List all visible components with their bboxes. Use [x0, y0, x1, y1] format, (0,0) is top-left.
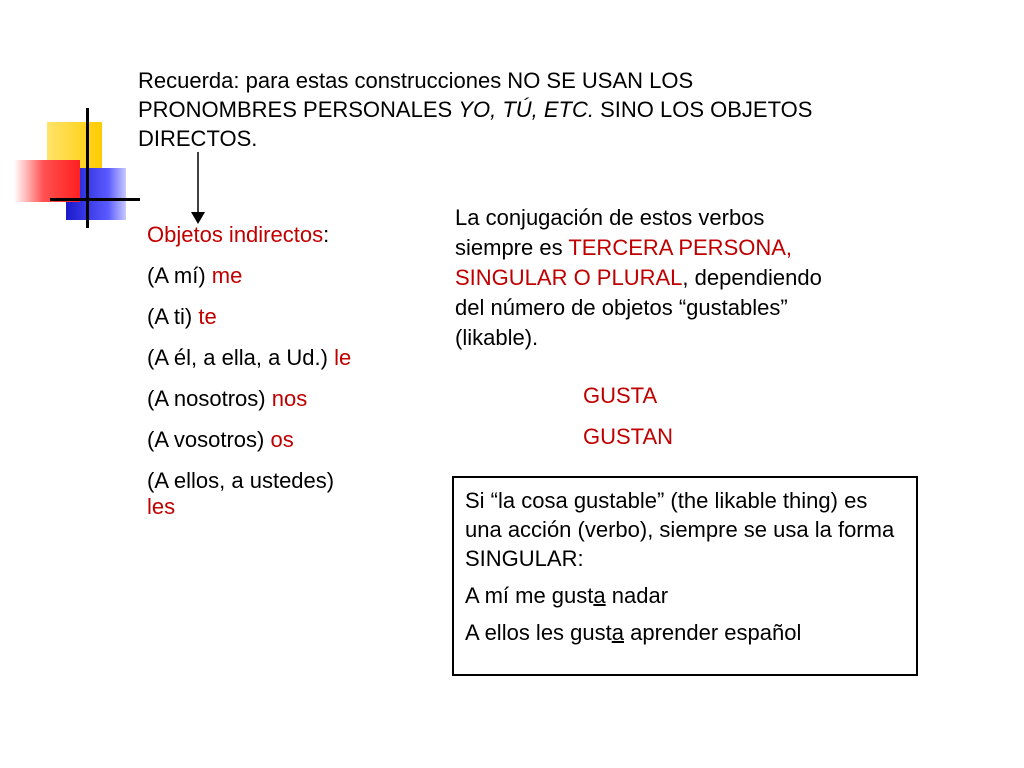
list-item: (A ti) te [147, 304, 217, 329]
example-1: A mí me gusta nadar [465, 583, 669, 608]
down-arrow-icon [188, 150, 208, 230]
indirect-objects-list [147, 222, 367, 535]
list-item: (A mí) me [147, 263, 243, 288]
list-item: (A nosotros) nos [147, 386, 308, 411]
rule-text: Si “la cosa gustable” (the likable thing) es una acción (verbo), siempre se usa la forma SINGULAR: [465, 488, 895, 571]
example-2: A ellos les gusta aprender español [465, 620, 802, 645]
decor-vertical-line [86, 108, 89, 228]
verb-form-plural: GUSTAN [583, 424, 674, 449]
indirect-objects-heading: Objetos indirectos: [147, 222, 330, 247]
verb-forms [583, 383, 673, 465]
verb-form-singular: GUSTA [583, 383, 658, 408]
list-item: (A ellos, a ustedes) les [147, 468, 335, 519]
reminder-text: Recuerda: para estas construcciones NO SE USAN LOS PRONOMBRES PERSONALES YO, TÚ, ETC. SINO LOS OBJETOS DIRECTOS. [138, 68, 813, 151]
conjugation-text: La conjugación de estos verbos siempre es TERCERA PERSONA, SINGULAR O PLURAL, dependiendo del número de objetos “gustables” (likable). [455, 205, 822, 350]
singular-rule-box [452, 476, 918, 676]
list-item: (A vosotros) os [147, 427, 294, 452]
decor-horizontal-line [50, 198, 140, 201]
decor-red-bar [14, 160, 80, 202]
list-item: (A él, a ella, a Ud.) le [147, 345, 352, 370]
